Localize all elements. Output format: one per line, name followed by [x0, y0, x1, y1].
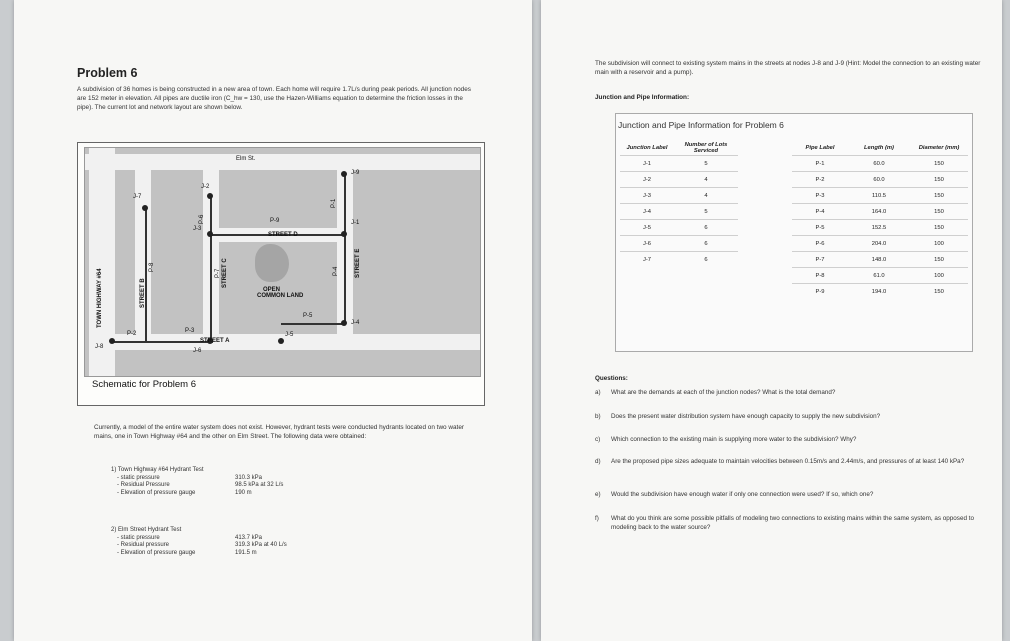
h2-static-label: - static pressure: [117, 534, 160, 541]
junction-label: J-1: [620, 156, 674, 172]
pipe-table: [792, 140, 968, 299]
pipe-length: 152.5: [848, 220, 910, 236]
label-j2: J-2: [201, 184, 210, 190]
left-page: [14, 0, 532, 641]
question-text: What are the demands at each of the junction nodes? What is the total demand?: [611, 389, 836, 396]
question-number: f): [595, 515, 599, 522]
label-j4: J-4: [351, 320, 360, 326]
elm-street-road: [85, 154, 480, 170]
pipe-length: 148.0: [848, 252, 910, 268]
pipe-length: 60.0: [848, 172, 910, 188]
table-row: [620, 252, 738, 268]
junction-label: J-4: [620, 204, 674, 220]
connection-intro: The subdivision will connect to existing system mains in the streets at nodes J-8 and J-9 (Hint: Model the connection to an existing water main with a reservoir and a pump).: [595, 60, 981, 76]
question-number: d): [595, 458, 601, 465]
junction-header-label: Junction Label: [626, 144, 668, 151]
pipe-length: 194.0: [848, 284, 910, 300]
label-p4: P-4: [333, 266, 339, 276]
pipe-line-p8: [145, 208, 147, 342]
table-row: [620, 156, 738, 172]
label-p7: P-7: [215, 268, 221, 278]
label-highway: TOWN HIGHWAY #64: [97, 268, 103, 328]
table-row: [620, 172, 738, 188]
label-p9: P-9: [270, 218, 280, 224]
label-street-e: STREET E: [355, 248, 361, 278]
junction-lots: 5: [674, 204, 738, 220]
junction-lots: 6: [674, 236, 738, 252]
table-row: [792, 236, 968, 252]
question-number: b): [595, 413, 601, 420]
junction-label: J-2: [620, 172, 674, 188]
label-j5: J-5: [285, 332, 294, 338]
junction-lots: 4: [674, 188, 738, 204]
pipe-diameter: 150: [910, 156, 968, 172]
schematic-map: [84, 147, 481, 377]
pipe-line-p1-p4: [344, 174, 346, 324]
pipe-diameter: 150: [910, 188, 968, 204]
junction-lots: 5: [674, 156, 738, 172]
label-p6: P-6: [199, 214, 205, 224]
node-j3: [207, 231, 213, 237]
label-street-b: STREET B: [140, 278, 146, 308]
h1-residual-value: 98.5 kPa at 32 L/s: [235, 482, 284, 489]
pipe-diameter: 150: [910, 284, 968, 300]
pipe-label: P-1: [792, 156, 848, 172]
node-j5: [278, 338, 284, 344]
hydrant-test-1: [111, 467, 283, 497]
label-j1: J-1: [351, 220, 360, 226]
junction-table: [620, 140, 738, 267]
problem-intro: A subdivision of 36 homes is being constructed in a new area of town. Each home will require 1.7L/s during peak periods. All junction nodes are 152 meter in elevation. All pipes are ductile iron (C_hw = 130, use the Hazen-Williams equation to determine the friction losses in the pipe). The current lot and network layout are shown below.: [77, 86, 471, 111]
pipe-label: P-8: [792, 268, 848, 284]
node-j2: [207, 193, 213, 199]
pipe-diameter: 150: [910, 252, 968, 268]
table-row: [792, 204, 968, 220]
pipe-label: P-2: [792, 172, 848, 188]
h1-elev-value: 190 m: [235, 489, 252, 496]
pipe-diameter: 150: [910, 204, 968, 220]
hydrant-test-2: [111, 527, 287, 557]
pipe-line-p5: [281, 323, 345, 325]
node-j8: [109, 338, 115, 344]
question-text: Does the present water distribution system have enough capacity to supply the new subdivision?: [611, 413, 881, 420]
table-row: [792, 252, 968, 268]
label-j6: J-6: [193, 348, 202, 354]
h1-static-value: 310.3 kPa: [235, 474, 263, 481]
pipe-length: 164.0: [848, 204, 910, 220]
pipe-length: 61.0: [848, 268, 910, 284]
pipe-diameter: 150: [910, 220, 968, 236]
questions-heading: Questions:: [595, 375, 628, 382]
pipe-diameter: 100: [910, 236, 968, 252]
node-j7: [142, 205, 148, 211]
problem-title: Problem 6: [77, 66, 138, 80]
label-j3: J-3: [193, 226, 202, 232]
label-p5: P-5: [303, 313, 313, 319]
pipe-diameter: 150: [910, 172, 968, 188]
pipe-header-diameter: Diameter (mm): [918, 144, 960, 151]
question-text: Are the proposed pipe sizes adequate to maintain velocities between 0.15m/s and 2.44m/s, and pressures of at least 140 kPa?: [611, 458, 965, 465]
table-row: [792, 156, 968, 172]
junction-label: J-3: [620, 188, 674, 204]
question-text: Which connection to the existing main is supplying more water to the subdivision? Why?: [611, 436, 857, 443]
label-common-land: COMMON LAND: [257, 293, 304, 299]
junction-lots: 4: [674, 172, 738, 188]
pipe-length: 60.0: [848, 156, 910, 172]
label-street-d: STREET D: [268, 232, 298, 238]
info-table-figure: [615, 113, 973, 352]
label-p8: P-8: [149, 262, 155, 272]
question-text: What do you think are some possible pitfalls of modeling two connections to existing mains within the same system, as opposed to modeling back to the water source?: [611, 515, 974, 531]
question-number: e): [595, 491, 601, 498]
pipe-label: P-6: [792, 236, 848, 252]
question-f: [595, 514, 990, 532]
label-street-c: STREET C: [222, 258, 228, 288]
h1-residual-label: - Residual Pressure: [117, 482, 170, 489]
table-row: [792, 220, 968, 236]
table-title: Junction and Pipe Information for Problem 6: [618, 120, 784, 130]
label-p2: P-2: [127, 331, 137, 337]
question-d: [595, 457, 990, 466]
h2-elev-label: - Elevation of pressure gauge: [117, 549, 196, 556]
label-elm-st: Elm St.: [236, 156, 256, 162]
h1-elev-label: - Elevation of pressure gauge: [117, 489, 196, 496]
section-heading: Junction and Pipe Information:: [595, 94, 690, 101]
question-a: [595, 388, 990, 397]
pipe-header-length: Length (m): [864, 144, 894, 151]
model-text: Currently, a model of the entire water system does not exist. However, hydrant tests were conducted hydrants located on two water mains, one in Town Highway #64 and the other on Elm Street. The following data were obtained:: [94, 424, 465, 440]
pipe-line-p2-p3: [113, 341, 213, 343]
h2-residual-label: - Residual pressure: [117, 542, 170, 549]
table-row: [792, 284, 968, 300]
pond-area: [255, 244, 289, 282]
pipe-length: 204.0: [848, 236, 910, 252]
pipe-label: P-9: [792, 284, 848, 300]
junction-label: J-6: [620, 236, 674, 252]
table-row: [620, 204, 738, 220]
h1-static-label: - static pressure: [117, 474, 160, 481]
label-j8: J-8: [95, 344, 104, 350]
question-number: c): [595, 436, 601, 443]
node-j1: [341, 231, 347, 237]
label-open: OPEN: [263, 287, 281, 293]
table-row: [792, 268, 968, 284]
hydrant-2-title: 2) Elm Street Hydrant Test: [111, 527, 182, 533]
h2-static-value: 413.7 kPa: [235, 534, 263, 541]
pipe-label: P-4: [792, 204, 848, 220]
h2-elev-value: 191.5 m: [235, 549, 257, 556]
h2-residual-value: 319.3 kPa at 40 L/s: [235, 542, 287, 549]
label-street-a: STREET A: [200, 338, 230, 344]
figure-caption: Schematic for Problem 6: [92, 379, 197, 390]
pipe-label: P-7: [792, 252, 848, 268]
question-c: [595, 435, 990, 444]
question-number: a): [595, 389, 601, 396]
hydrant-1-title: 1) Town Highway #64 Hydrant Test: [111, 467, 204, 473]
junction-header-lots: Number of Lots Serviced: [684, 141, 728, 154]
junction-lots: 6: [674, 220, 738, 236]
pipe-label: P-5: [792, 220, 848, 236]
junction-label: J-7: [620, 252, 674, 268]
junction-lots: 6: [674, 252, 738, 268]
right-page: [541, 0, 1002, 641]
label-j7: J-7: [133, 194, 142, 200]
pipe-line-p6-p7: [210, 196, 212, 342]
label-j9: J-9: [351, 170, 360, 176]
pipe-diameter: 100: [910, 268, 968, 284]
pipe-label: P-3: [792, 188, 848, 204]
table-row: [620, 188, 738, 204]
table-row: [792, 188, 968, 204]
question-text: Would the subdivision have enough water if only one connection were used? If so, which one?: [611, 491, 874, 498]
junction-label: J-5: [620, 220, 674, 236]
label-p1: P-1: [331, 198, 337, 208]
question-b: [595, 412, 990, 421]
table-row: [792, 172, 968, 188]
pipe-header-label: Pipe Label: [805, 144, 835, 151]
pipe-length: 110.5: [848, 188, 910, 204]
node-j9: [341, 171, 347, 177]
question-e: [595, 490, 990, 499]
table-row: [620, 236, 738, 252]
node-j4: [341, 320, 347, 326]
network-schematic-figure: [77, 142, 485, 406]
label-p3: P-3: [185, 328, 195, 334]
table-row: [620, 220, 738, 236]
